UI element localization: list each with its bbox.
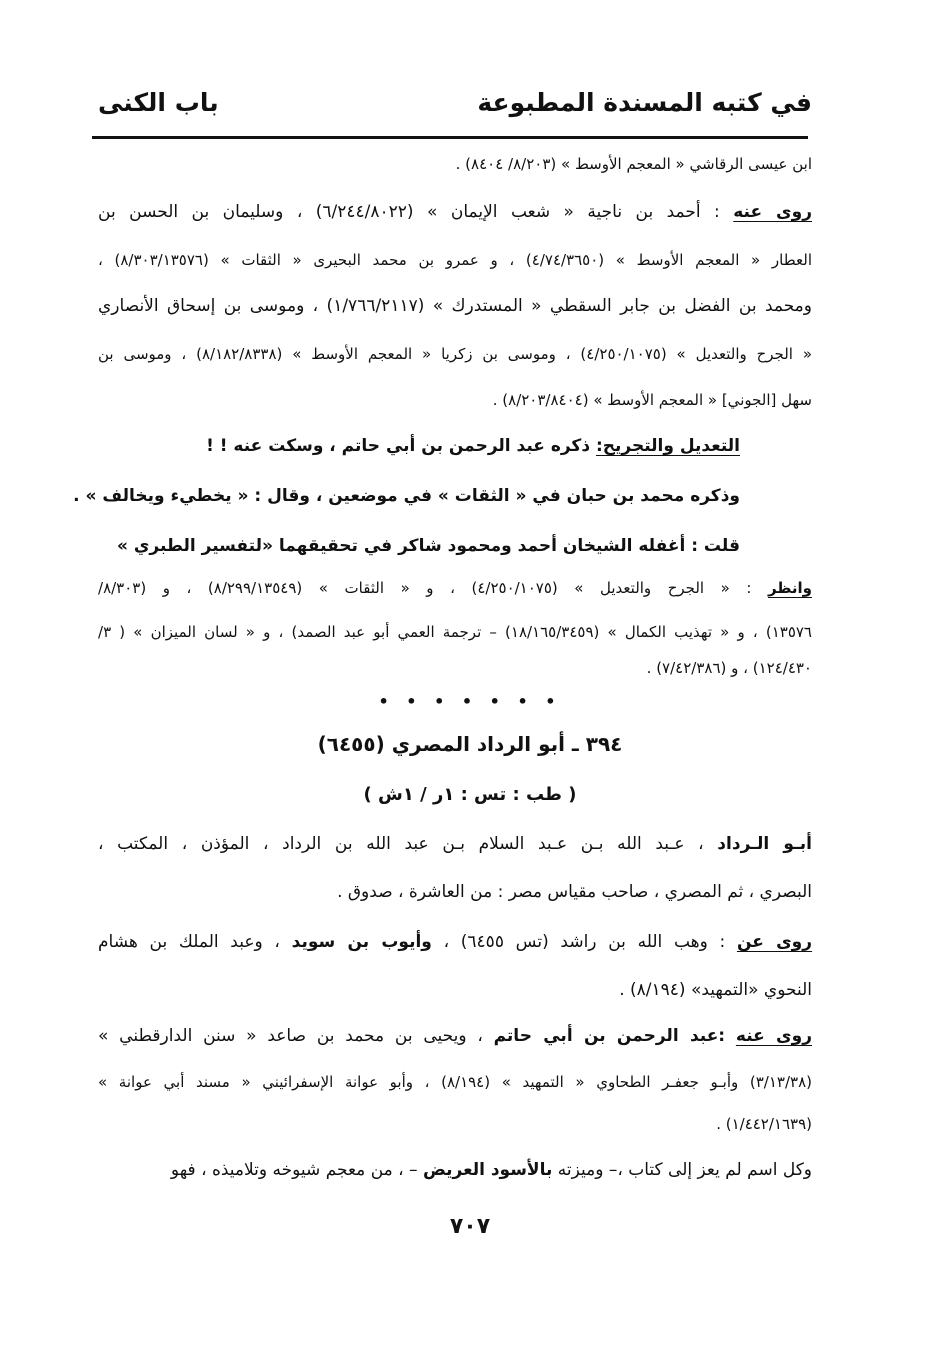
page-number: ٧٠٧ xyxy=(449,1214,491,1239)
text-line xyxy=(98,932,812,952)
text-line: النحوي «التمهيد» (٨/١٩٤) . xyxy=(619,980,812,1000)
text-span: وكل اسم لم يعز إلى كتاب ،– وميزته xyxy=(557,1160,812,1180)
text-span: : أحمد بن ناجية « شعب الإيمان » (٦/٢٤٤/٨٠٢٢) ، وسليمان بن الحسن بن xyxy=(98,202,720,222)
running-title: في كتبه المسندة المطبوعة xyxy=(477,88,812,117)
text-line: سهل [الجوني] « المعجم الأوسط » (٨/٢٠٣/٨٤٠٤) . xyxy=(492,391,812,409)
text-line xyxy=(98,578,812,598)
text-span: ، ويحيى بن محمد بن صاعد « سنن الدارقطني » xyxy=(98,1026,483,1046)
text-line: « الجرح والتعديل » (٤/٢٥٠/١٠٧٥) ، وموسى بن زكريا « المعجم الأوسط » (٨/١٨٢/٨٣٣٨) ، وموسى بن xyxy=(98,345,812,363)
unzur-label: وانظر xyxy=(767,579,813,597)
text-span: – ، من معجم شيوخه وتلاميذه ، فهو xyxy=(170,1160,418,1180)
text-line: البصري ، ثم المصري ، صاحب مقياس مصر : من العاشرة ، صدوق . xyxy=(337,882,812,902)
header-rule xyxy=(92,136,808,139)
text-line: ومحمد بن الفضل بن جابر السقطي « المستدرك » (١/٧٦٦/٢١١٧) ، وموسى بن إسحاق الأنصاري xyxy=(98,296,812,316)
text-span: بالأسود العريض xyxy=(422,1160,553,1180)
text-span: ذكره عبد الرحمن بن أبي حاتم ، وسكت عنه ! ! xyxy=(206,436,591,456)
text-span: ، وعبد الملك بن هشام xyxy=(98,932,280,952)
rawa-anhu-label: روى عنه xyxy=(735,1026,812,1046)
entry-title: ٣٩٤ ـ أبو الرداد المصري (٦٤٥٥) xyxy=(317,732,623,756)
text-span: : « الجرح والتعديل » (٤/٢٥٠/١٠٧٥) ، و « الثقات » (٨/٢٩٩/١٣٥٤٩) ، و (٨/٣٠٣/ xyxy=(98,579,752,597)
text-span: : وهب الله بن راشد (تس ٦٤٥٥) ، xyxy=(443,932,726,952)
text-line: ١٣٥٧٦) ، و « تهذيب الكمال » (١٨/١٦٥/٣٤٥٩) – ترجمة العمي أبو عبد الصمد) ، و « لسان الميزان » ( ٣/ xyxy=(98,623,812,641)
tadil-label: التعديل والتجريح: xyxy=(595,436,740,456)
text-line: العطار « المعجم الأوسط » (٤/٧٤/٣٦٥٠) ، و عمرو بن محمد البحيرى « الثقات » (٨/٣٠٣/١٣٥٧٦) ، xyxy=(98,251,812,269)
text-span: ، عـبد الله بـن عـبد السلام بـن عبد الله بن الرداد ، المؤذن ، المكتب ، xyxy=(98,834,704,854)
text-line xyxy=(98,1026,812,1046)
text-line: قلت : أغفله الشيخان أحمد ومحمود شاكر في تحقيقهما «لتفسير الطبري » xyxy=(116,536,740,556)
entry-codes: ( طب : تس : ١ر / ١ش ) xyxy=(363,784,577,805)
text-line xyxy=(98,1160,812,1180)
text-span: وأيوب بن سويد xyxy=(291,932,432,952)
text-line xyxy=(98,436,740,456)
text-line: ابن عيسى الرقاشي « المعجم الأوسط » (٨/٢٠٣/ ٨٤٠٤) . xyxy=(455,155,812,173)
rawa-anhu-label: روى عنه xyxy=(733,202,812,222)
entry-name: أبـو الـرداد xyxy=(717,834,812,854)
text-line xyxy=(98,202,812,222)
text-line: (٣/١٣/٣٨) وأبـو جعفـر الطحاوي « التمهيد » (٨/١٩٤) ، وأبو عوانة الإسفرائيني « مسند أبي عوانة » xyxy=(98,1073,812,1091)
text-line: (١/٤٤٢/١٦٣٩) . xyxy=(716,1115,812,1133)
rawa-an-label: روى عن xyxy=(736,932,813,952)
text-span: :عبد الرحمن بن أبي حاتم xyxy=(493,1026,726,1046)
text-line xyxy=(98,834,812,854)
separator: • • • • • • • xyxy=(378,692,562,711)
text-line: وذكره محمد بن حبان في « الثقات » في موضعين ، وقال : « يخطيء ويخالف » . xyxy=(73,486,740,506)
text-line: ١٢٤/٤٣٠) ، و (٧/٤٢/٣٨٦) . xyxy=(646,659,812,677)
chapter-title: باب الكنى xyxy=(98,88,219,117)
